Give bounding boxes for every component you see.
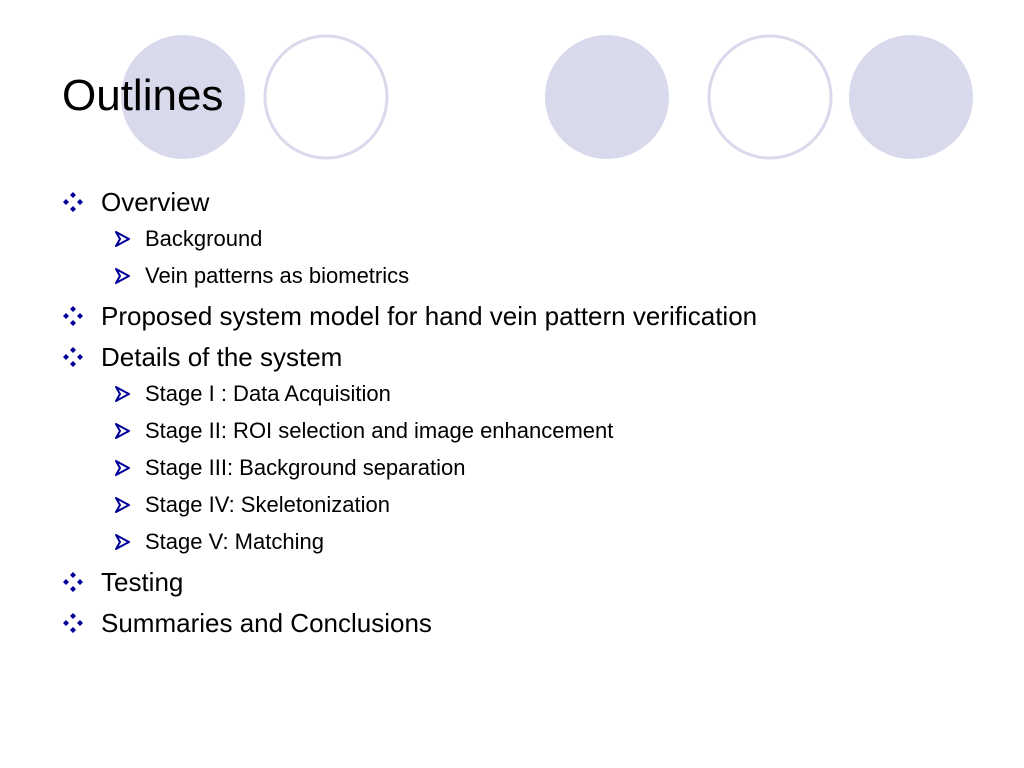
sub-outline-item (62, 527, 1002, 557)
arrow-bullet-icon (114, 231, 130, 247)
sub-outline-item (62, 261, 1002, 291)
sub-outline-list (62, 379, 1002, 557)
slide-title: Outlines (62, 71, 224, 120)
sub-outline-item (62, 379, 1002, 409)
sub-outline-item (62, 490, 1002, 520)
decor-circle-filled (545, 35, 669, 159)
sub-outline-item-label: Background (145, 226, 263, 251)
sub-outline-item (62, 224, 1002, 254)
sub-outline-list (62, 224, 1002, 291)
sub-outline-item-label: Stage III: Background separation (145, 455, 466, 480)
diamond-bullet-icon (62, 346, 84, 368)
diamond-bullet-icon (62, 305, 84, 327)
decor-circle-outline (709, 36, 831, 158)
sub-outline-item (62, 453, 1002, 483)
outline-item (62, 564, 1002, 600)
sub-outline-item (62, 416, 1002, 446)
sub-outline-item-label: Stage II: ROI selection and image enhancement (145, 418, 614, 443)
outline-item (62, 339, 1002, 375)
sub-outline-item-label: Stage IV: Skeletonization (145, 492, 391, 517)
diamond-bullet-icon (62, 612, 84, 634)
outline-list (62, 184, 1002, 646)
decor-circle-outline (265, 36, 387, 158)
outline-item (62, 605, 1002, 641)
decor-circle-filled (849, 35, 973, 159)
arrow-bullet-icon (114, 268, 130, 284)
arrow-bullet-icon (114, 534, 130, 550)
diamond-bullet-icon (62, 571, 84, 593)
outline-item-label: Testing (101, 567, 184, 597)
sub-outline-item-label: Stage I : Data Acquisition (145, 381, 391, 406)
outline-item-label: Summaries and Conclusions (101, 608, 432, 638)
outline-item-label: Proposed system model for hand vein pattern verification (101, 301, 758, 331)
arrow-bullet-icon (114, 460, 130, 476)
sub-outline-item-label: Stage V: Matching (145, 529, 324, 554)
outline-item-label: Details of the system (101, 342, 343, 372)
arrow-bullet-icon (114, 423, 130, 439)
diamond-bullet-icon (62, 191, 84, 213)
outline-item-label: Overview (101, 187, 210, 217)
outline-item (62, 184, 1002, 220)
sub-outline-item-label: Vein patterns as biometrics (145, 263, 410, 288)
arrow-bullet-icon (114, 497, 130, 513)
arrow-bullet-icon (114, 386, 130, 402)
outline-item (62, 298, 1002, 334)
